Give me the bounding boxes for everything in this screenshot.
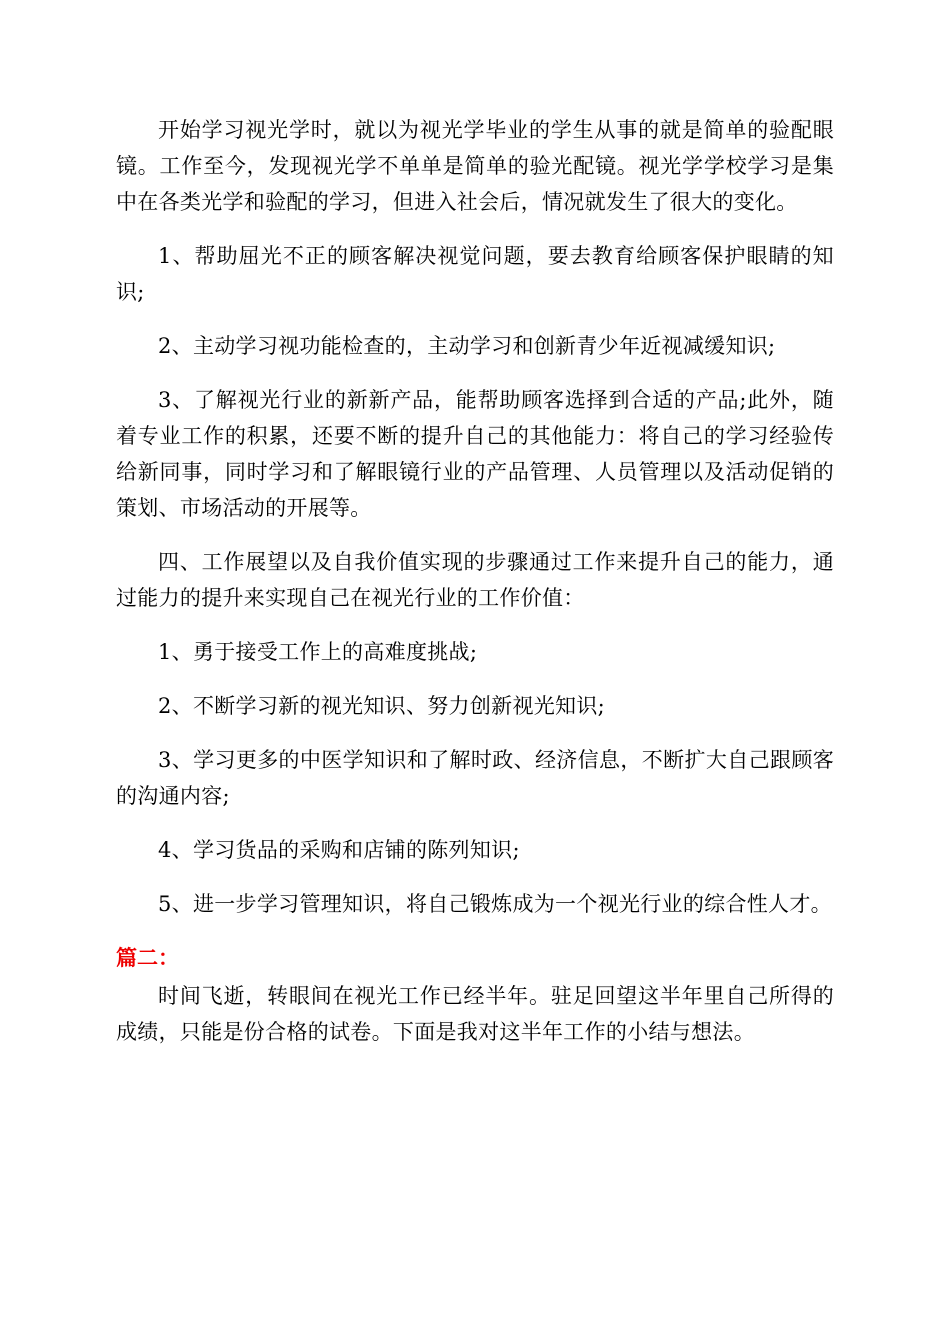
paragraph-goal-3: 3、学习更多的中医学知识和了解时政、经济信息，不断扩大自己跟顾客的沟通内容;	[116, 748, 834, 808]
paragraph-goal-5: 5、进一步学习管理知识，将自己锻炼成为一个视光行业的综合性人才。	[158, 892, 832, 916]
paragraph-goal-4: 4、学习货品的采购和店铺的陈列知识;	[158, 838, 520, 862]
paragraph-part2-intro: 时间飞逝，转眼间在视光工作已经半年。驻足回望这半年里自己所得的成绩，只能是份合格的试卷。下面是我对这半年工作的小结与想法。	[116, 984, 834, 1044]
section-heading: 篇二：	[116, 946, 179, 970]
paragraph-intro: 开始学习视光学时，就以为视光学毕业的学生从事的就是简单的验配眼镜。工作至今，发现视光学不单单是简单的验光配镜。视光学学校学习是集中在各类光学和验配的学习，但进入社会后，情况就发生了很大的变化。	[116, 118, 834, 214]
paragraph-item-2: 2、主动学习视功能检查的，主动学习和创新青少年近视减缓知识;	[158, 334, 776, 358]
paragraph-section-four: 四、工作展望以及自我价值实现的步骤通过工作来提升自己的能力，通过能力的提升来实现自己在视光行业的工作价值：	[116, 550, 834, 610]
paragraph-item-1: 1、帮助屈光不正的顾客解决视觉问题，要去教育给顾客保护眼睛的知识;	[116, 244, 834, 304]
paragraph-goal-1: 1、勇于接受工作上的高难度挑战;	[158, 640, 478, 664]
paragraph-item-3: 3、了解视光行业的新新产品，能帮助顾客选择到合适的产品;此外，随着专业工作的积累，还要不断的提升自己的其他能力：将自己的学习经验传给新同事，同时学习和了解眼镜行业的产品管理、人员管理以及活动促销的策划、市场活动的开展等。	[116, 388, 834, 520]
paragraph-goal-2: 2、不断学习新的视光知识、努力创新视光知识;	[158, 694, 606, 718]
